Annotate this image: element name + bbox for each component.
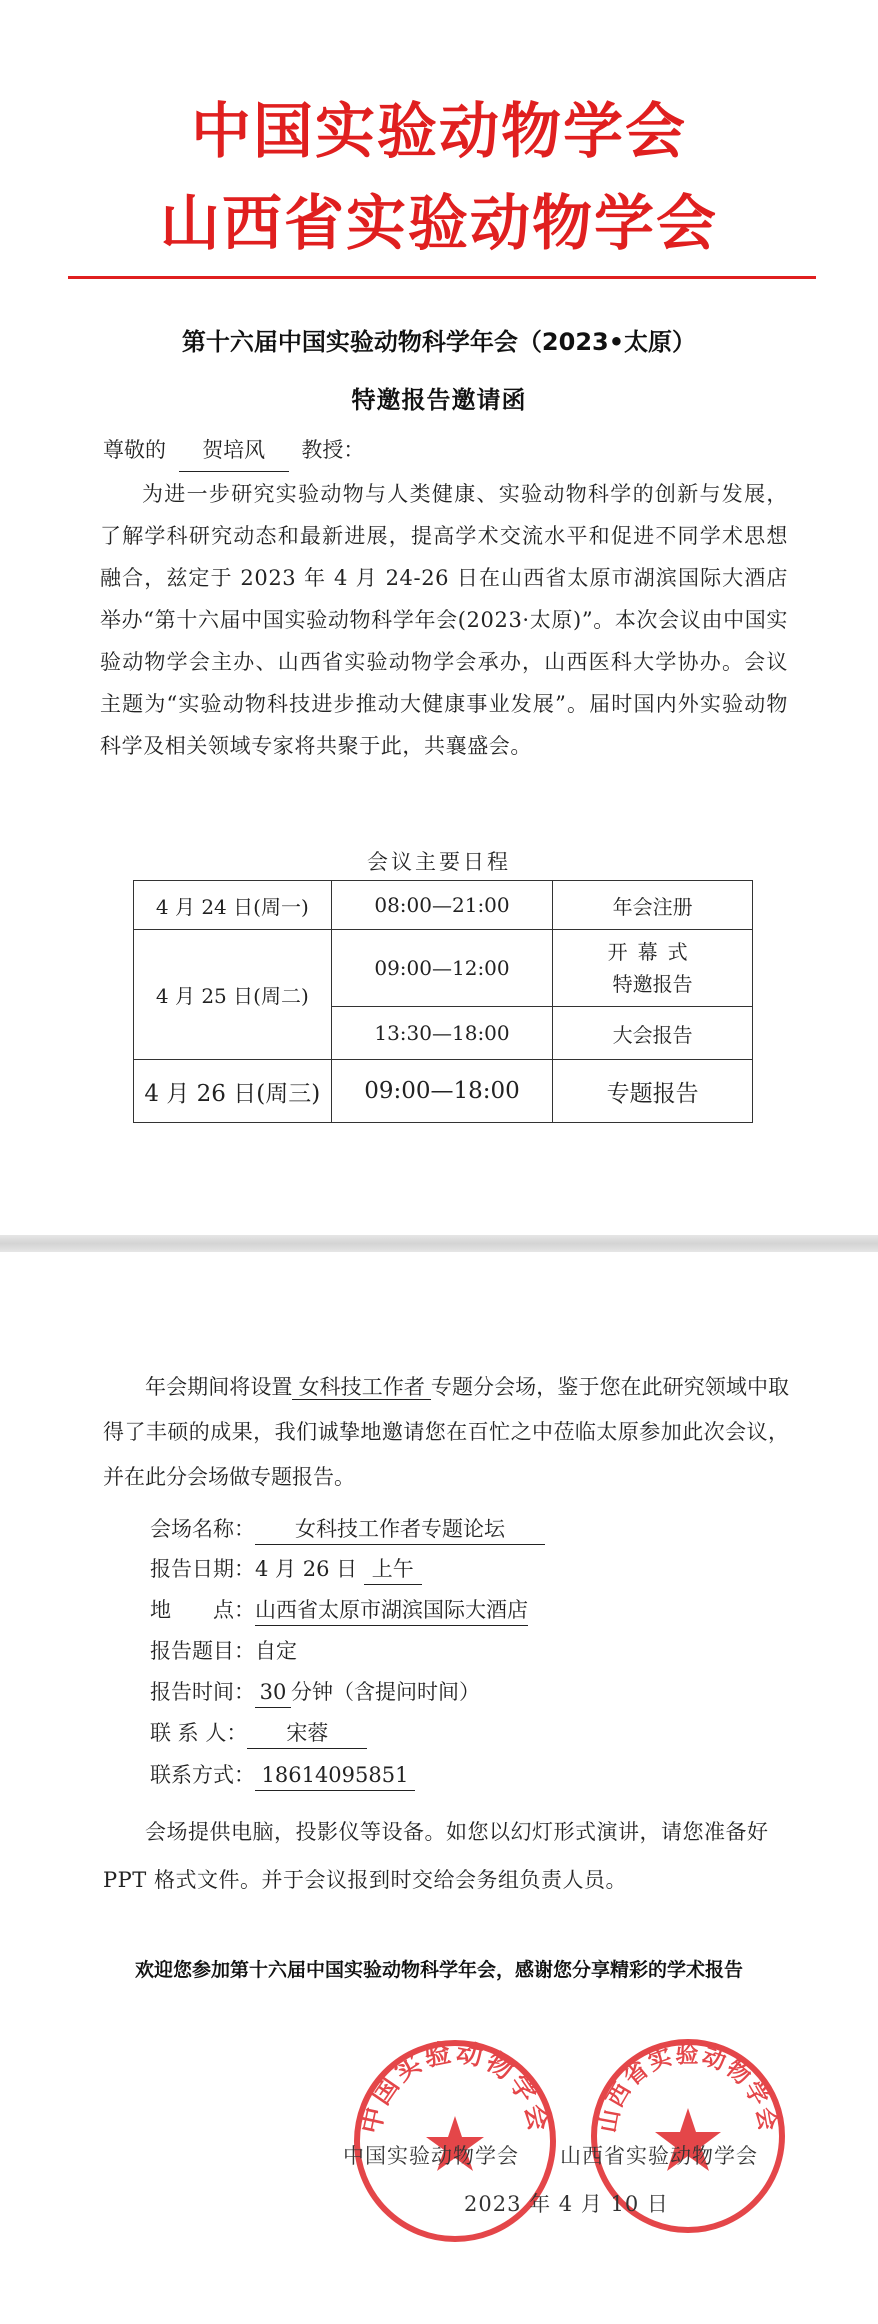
schedule-item — [553, 930, 753, 1007]
equipment-paragraph: 会场提供电脑，投影仪等设备。如您以幻灯形式演讲，请您准备好 PPT 格式文件。并于会议报到时交给会务组负责人员。 — [103, 1820, 769, 1892]
info-phone — [150, 1760, 415, 1791]
header-org-1: 中国实验动物学会 — [191, 97, 687, 167]
place-label: 地 点： — [150, 1598, 255, 1622]
schedule-item-keynote: 特邀报告 — [612, 972, 693, 996]
topic-label: 报告题目： — [150, 1639, 255, 1663]
signature-org-2: 山西省实验动物学会 — [560, 2144, 758, 2168]
session-paragraph — [103, 1365, 789, 1500]
table-row — [134, 1060, 753, 1123]
table-row — [134, 930, 753, 1007]
duration-suffix: 分钟（含提问时间） — [291, 1680, 480, 1704]
contact-value: 宋蓉 — [247, 1718, 367, 1749]
info-date — [150, 1554, 422, 1585]
conference-title: 第十六届中国实验动物科学年会（2023•太原） — [181, 328, 697, 356]
venue-label: 会场名称： — [150, 1517, 255, 1541]
session-paragraph-end: 专题分会场，鉴于您在此研究领域中取得了丰硕的成果，我们诚挚地邀请您在百忙之中莅临太原参加此次会议，并在此分会场做专题报告。 — [103, 1375, 790, 1489]
seal-1-text: 中国实验动物学会 — [356, 2037, 554, 2137]
schedule-time: 08:00—21:00 — [331, 881, 553, 930]
info-duration — [150, 1677, 480, 1708]
schedule-item-opening: 开幕式 — [607, 940, 698, 964]
schedule-time: 09:00—18:00 — [331, 1060, 553, 1123]
table-row — [134, 881, 753, 930]
schedule-item: 年会注册 — [553, 881, 753, 930]
closing-line: 欢迎您参加第十六届中国实验动物科学年会，感谢您分享精彩的学术报告 — [134, 1959, 743, 1981]
contact-label: 联 系 人： — [150, 1721, 248, 1745]
date-slot: 上午 — [364, 1554, 422, 1585]
letter-title: 特邀报告邀请函 — [351, 386, 527, 414]
schedule-time: 09:00—12:00 — [331, 930, 553, 1007]
schedule-date: 4 月 26 日(周三) — [134, 1060, 332, 1123]
invitee-name: 贺培风 — [179, 430, 289, 472]
salutation — [103, 430, 783, 472]
phone-value: 18614095851 — [255, 1760, 415, 1791]
schedule-table — [133, 880, 753, 1123]
header-org-2: 山西省实验动物学会 — [160, 189, 718, 259]
signature-org-1: 中国实验动物学会 — [343, 2144, 519, 2168]
schedule-date: 4 月 25 日(周二) — [134, 930, 332, 1060]
session-paragraph-start: 年会期间将设置 — [145, 1375, 293, 1399]
info-venue — [150, 1514, 545, 1545]
date-label: 报告日期： — [150, 1557, 255, 1581]
salutation-suffix: 教授： — [301, 438, 365, 462]
info-topic — [150, 1636, 297, 1666]
venue-value: 女科技工作者专题论坛 — [255, 1514, 545, 1545]
salutation-prefix: 尊敬的 — [103, 438, 166, 462]
schedule-time: 13:30—18:00 — [331, 1007, 553, 1060]
seal-2-text: 山西省实验动物学会 — [595, 2042, 781, 2135]
header-divider — [68, 276, 816, 279]
duration-value: 30 — [255, 1677, 291, 1708]
schedule-item: 专题报告 — [553, 1060, 753, 1123]
intro-paragraph: 为进一步研究实验动物与人类健康、实验动物科学的创新与发展，了解学科研究动态和最新进展，提高学术交流水平和促进不同学术思想融合，兹定于 2023 年 4 月 24-26 日在山西省太原市湖滨国际大酒店举办“第十六届中国实验动物科学年会(2023·太原)”。本次会议由中国实验动物学会主办、山西省实验动物学会承办，山西医科大学协办。会议主题为“实验动物科技进步推动大健康事业发展”。届时国内外实验动物科学及相关领域专家将共聚于此，共襄盛会。 — [100, 482, 788, 758]
place-value: 山西省太原市湖滨国际大酒店 — [255, 1595, 528, 1626]
schedule-caption: 会议主要日程 — [367, 850, 511, 874]
info-place — [150, 1595, 528, 1626]
phone-label: 联系方式： — [150, 1763, 255, 1787]
schedule-date: 4 月 24 日(周一) — [134, 881, 332, 930]
schedule-item: 大会报告 — [553, 1007, 753, 1060]
topic-value: 自定 — [255, 1639, 297, 1663]
date-value: 4 月 26 日 — [255, 1557, 358, 1581]
page-separator — [0, 1235, 878, 1252]
duration-label: 报告时间： — [150, 1680, 255, 1704]
session-name: 女科技工作者 — [292, 1375, 430, 1400]
info-contact — [150, 1718, 367, 1749]
signature-date: 2023 年 4 月 10 日 — [464, 2192, 669, 2216]
